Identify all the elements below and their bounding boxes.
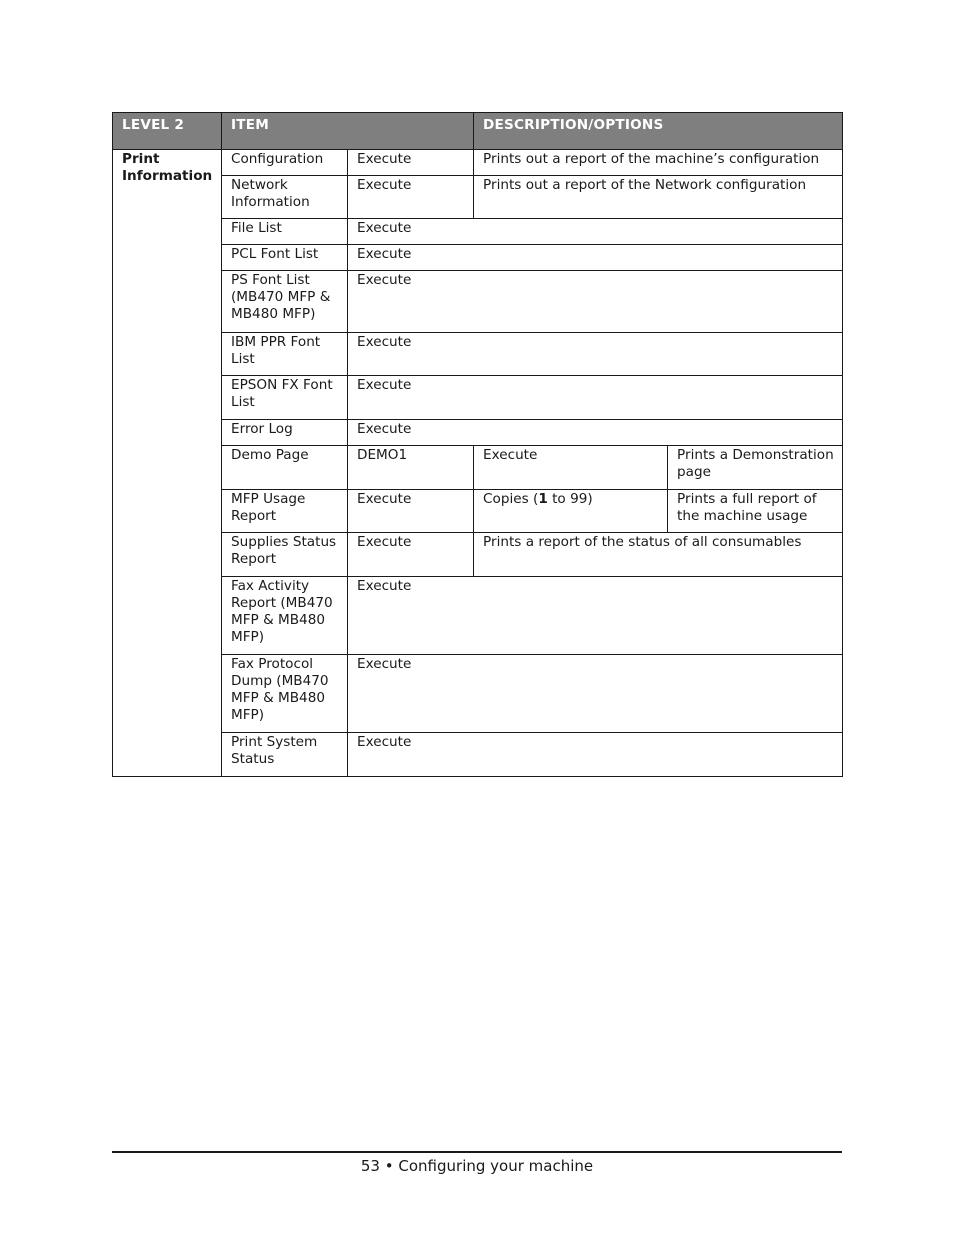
- action-cell: Execute: [348, 150, 474, 176]
- item-cell: Fax Protocol Dump (MB470 MFP & MB480 MFP): [222, 655, 348, 733]
- option-prefix: Copies (: [483, 491, 539, 507]
- action-cell: Execute: [348, 176, 474, 219]
- item-cell: Error Log: [222, 420, 348, 446]
- item-cell: EPSON FX Font List: [222, 376, 348, 420]
- table-row: [113, 533, 843, 577]
- item-cell: Configuration: [222, 150, 348, 176]
- page-footer: [112, 1157, 842, 1175]
- header-item: ITEM: [222, 113, 474, 150]
- table-row: [113, 376, 843, 420]
- header-level2: LEVEL 2: [113, 113, 222, 150]
- table-header-row: [113, 113, 843, 150]
- action-cell: Execute: [348, 733, 843, 777]
- item-cell: Network Information: [222, 176, 348, 219]
- table-row: [113, 490, 843, 533]
- action-cell: Execute: [348, 533, 474, 577]
- description-cell: Prints a full report of the machine usage: [668, 490, 843, 533]
- option-cell: [474, 490, 668, 533]
- page-number: 53: [360, 1157, 380, 1175]
- description-cell: Prints out a report of the Network configuration: [474, 176, 843, 219]
- table-row: [113, 446, 843, 490]
- footer-bullet: •: [384, 1157, 394, 1175]
- table-row: [113, 577, 843, 655]
- table-row: [113, 150, 843, 176]
- level2-label: Print Information: [113, 150, 222, 777]
- item-cell: MFP Usage Report: [222, 490, 348, 533]
- table-row: [113, 176, 843, 219]
- item-cell: PCL Font List: [222, 245, 348, 271]
- action-cell: Execute: [348, 271, 843, 333]
- item-cell: PS Font List (MB470 MFP & MB480 MFP): [222, 271, 348, 333]
- header-description: DESCRIPTION/OPTIONS: [474, 113, 843, 150]
- option-cell: Execute: [474, 446, 668, 490]
- footer-divider: [112, 1151, 842, 1153]
- action-cell: Execute: [348, 333, 843, 376]
- action-cell: Execute: [348, 420, 843, 446]
- action-cell: Execute: [348, 219, 843, 245]
- description-cell: Prints a report of the status of all consumables: [474, 533, 843, 577]
- action-cell: Execute: [348, 376, 843, 420]
- action-cell: Execute: [348, 655, 843, 733]
- description-cell: Prints out a report of the machine’s configuration: [474, 150, 843, 176]
- table-row: [113, 245, 843, 271]
- item-cell: IBM PPR Font List: [222, 333, 348, 376]
- table-row: [113, 271, 843, 333]
- option-suffix: to 99): [547, 491, 593, 507]
- table-row: [113, 333, 843, 376]
- item-cell: Print System Status: [222, 733, 348, 777]
- action-cell: DEMO1: [348, 446, 474, 490]
- section-title: Configuring your machine: [398, 1157, 594, 1175]
- item-cell: Demo Page: [222, 446, 348, 490]
- table-row: [113, 733, 843, 777]
- item-cell: Supplies Status Report: [222, 533, 348, 577]
- action-cell: Execute: [348, 490, 474, 533]
- table-row: [113, 655, 843, 733]
- option-min-value: 1: [538, 491, 548, 507]
- table-row: [113, 219, 843, 245]
- item-cell: File List: [222, 219, 348, 245]
- item-cell: Fax Activity Report (MB470 MFP & MB480 MFP): [222, 577, 348, 655]
- table-row: [113, 420, 843, 446]
- action-cell: Execute: [348, 577, 843, 655]
- action-cell: Execute: [348, 245, 843, 271]
- description-cell: Prints a Demonstration page: [668, 446, 843, 490]
- menu-settings-table: [112, 112, 843, 777]
